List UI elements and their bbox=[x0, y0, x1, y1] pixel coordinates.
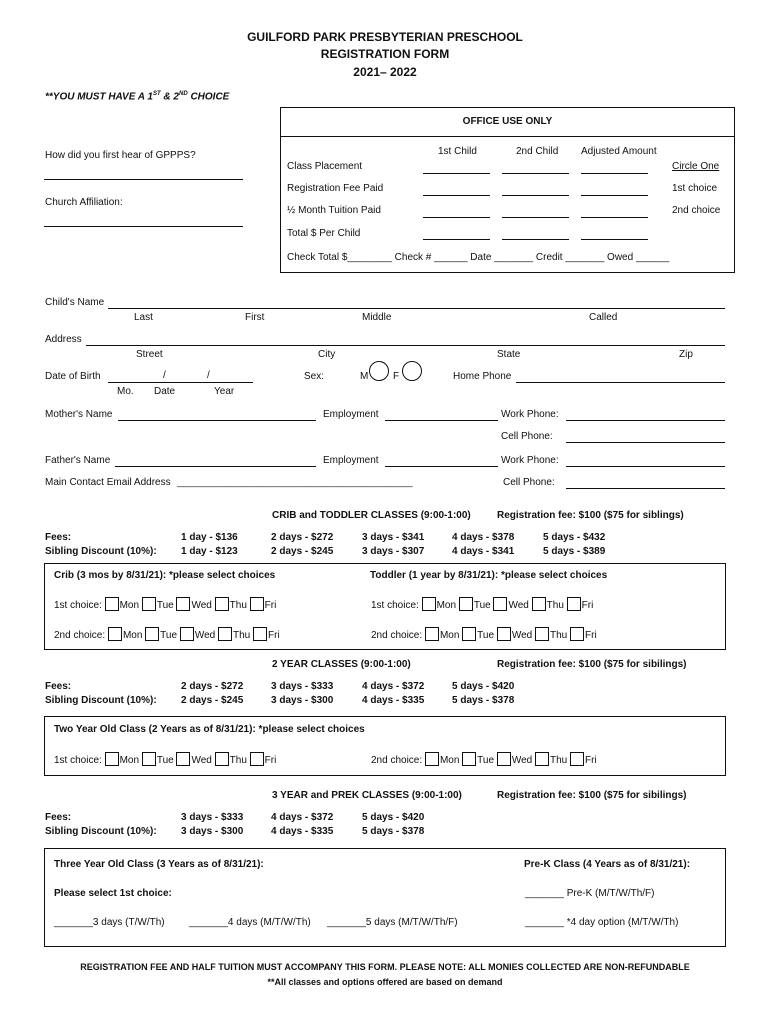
email-cell-phone-label: Cell Phone: bbox=[503, 477, 555, 488]
father-name-label: Father's Name bbox=[45, 455, 111, 466]
office-blank[interactable] bbox=[581, 173, 648, 174]
prek-option-1[interactable]: _______ Pre-K (M/T/W/Th/F) bbox=[525, 888, 655, 899]
sub-first: First bbox=[245, 312, 265, 323]
crib-sibling-fee: 2 days - $245 bbox=[271, 546, 334, 557]
mother-name-line[interactable] bbox=[118, 420, 316, 421]
office-blank[interactable] bbox=[502, 217, 569, 218]
three-year-option-5days[interactable]: _______5 days (M/T/W/Th/F) bbox=[327, 917, 458, 928]
sub-last: Last bbox=[134, 312, 153, 323]
mother-work-phone-line[interactable] bbox=[566, 420, 725, 421]
office-row-class: Class Placement bbox=[287, 161, 363, 172]
crib-fee: 5 days - $432 bbox=[543, 532, 606, 543]
crib-fee: 2 days - $272 bbox=[271, 532, 334, 543]
office-blank[interactable] bbox=[423, 239, 490, 240]
choice-note: **YOU MUST HAVE A 1ST & 2ND CHOICE bbox=[45, 91, 230, 103]
two-year-heading: 2 YEAR CLASSES (9:00-1:00) bbox=[272, 659, 411, 670]
form-title: REGISTRATION FORM bbox=[320, 47, 450, 61]
office-blank[interactable] bbox=[502, 173, 569, 174]
two-2nd-fri-checkbox[interactable] bbox=[570, 752, 584, 766]
father-work-phone-label: Work Phone: bbox=[501, 455, 559, 466]
crib-first-choice: 1st choice: Mon Tue Wed Thu Fri bbox=[54, 597, 276, 611]
office-col-1st: 1st Child bbox=[438, 146, 477, 157]
mother-cell-phone-label: Cell Phone: bbox=[501, 431, 553, 442]
two-year-sibling-fee: 3 days - $300 bbox=[271, 695, 334, 706]
sex-m-circle[interactable] bbox=[369, 361, 389, 381]
sub-state: State bbox=[497, 349, 521, 360]
two-year-fee: 4 days - $372 bbox=[362, 681, 425, 692]
office-blank[interactable] bbox=[502, 195, 569, 196]
toddler-2nd-mon-checkbox[interactable] bbox=[425, 627, 439, 641]
sex-label: Sex: bbox=[304, 371, 325, 382]
sub-date: Date bbox=[154, 386, 176, 397]
office-blank[interactable] bbox=[502, 239, 569, 240]
office-blank[interactable] bbox=[423, 217, 490, 218]
school-name: GUILFORD PARK PRESBYTERIAN PRESCHOOL bbox=[247, 30, 523, 44]
three-year-option-4days[interactable]: _______4 days (M/T/W/Th) bbox=[189, 917, 311, 928]
two-year-fees-label: Fees: bbox=[45, 681, 72, 692]
email-cell-phone-line[interactable] bbox=[566, 488, 725, 489]
three-year-sibling-fee: 4 days - $335 bbox=[271, 826, 334, 837]
crib-fees-label: Fees: bbox=[45, 532, 72, 543]
father-employment-line[interactable] bbox=[385, 466, 498, 467]
toddler-second-choice: 2nd choice: Mon Tue Wed Thu Fri bbox=[371, 627, 597, 641]
office-col-adjusted: Adjusted Amount bbox=[581, 146, 657, 157]
email-label: Main Contact Email Address bbox=[45, 477, 171, 488]
toddler-box-title: Toddler (1 year by 8/31/21): *please select choices bbox=[370, 570, 608, 581]
three-year-heading: 3 YEAR and PREK CLASSES (9:00-1:00) bbox=[272, 790, 462, 801]
three-year-box-title: Three Year Old Class (3 Years as of 8/31/21): bbox=[54, 859, 264, 870]
crib-box-title: Crib (3 mos by 8/31/21): *please select choices bbox=[54, 570, 276, 581]
two-1st-wed-checkbox[interactable] bbox=[176, 752, 190, 766]
dob-slash-2: / bbox=[207, 370, 210, 381]
two-year-second-choice: 2nd choice: Mon Tue Wed Thu Fri bbox=[371, 752, 597, 766]
crib-reg-fee: Registration fee: $100 ($75 for siblings) bbox=[497, 510, 684, 521]
mother-employment-label: Employment bbox=[323, 409, 379, 420]
dob-slash-1: / bbox=[163, 370, 166, 381]
prek-option-2[interactable]: _______ *4 day option (M/T/W/Th) bbox=[525, 917, 679, 928]
three-year-fee: 3 days - $333 bbox=[181, 812, 244, 823]
crib-sibling-fee: 3 days - $307 bbox=[362, 546, 425, 557]
sub-zip: Zip bbox=[679, 349, 693, 360]
office-row-regfee: Registration Fee Paid bbox=[287, 183, 384, 194]
toddler-first-choice: 1st choice: Mon Tue Wed Thu Fri bbox=[371, 597, 593, 611]
two-year-fee: 5 days - $420 bbox=[452, 681, 515, 692]
sub-called: Called bbox=[589, 312, 618, 323]
three-year-sibling-fee: 5 days - $378 bbox=[362, 826, 425, 837]
two-year-box-title: Two Year Old Class (2 Years as of 8/31/21): *please select choices bbox=[54, 724, 365, 735]
three-year-fee: 4 days - $372 bbox=[271, 812, 334, 823]
church-line[interactable] bbox=[44, 226, 243, 227]
office-second-choice[interactable]: 2nd choice bbox=[672, 205, 721, 216]
mother-work-phone-label: Work Phone: bbox=[501, 409, 559, 420]
sub-mo: Mo. bbox=[117, 386, 134, 397]
two-1st-thu-checkbox[interactable] bbox=[215, 752, 229, 766]
two-1st-tue-checkbox[interactable] bbox=[142, 752, 156, 766]
three-year-option-3days[interactable]: _______3 days (T/W/Th) bbox=[54, 917, 165, 928]
crib-1st-mon-checkbox[interactable] bbox=[105, 597, 119, 611]
crib-fee: 4 days - $378 bbox=[452, 532, 515, 543]
sub-middle: Middle bbox=[362, 312, 392, 323]
circle-one-label: Circle One bbox=[672, 161, 720, 172]
father-work-phone-line[interactable] bbox=[566, 466, 725, 467]
dob-line[interactable] bbox=[108, 382, 253, 383]
hear-line[interactable] bbox=[44, 179, 243, 180]
sub-street: Street bbox=[136, 349, 163, 360]
toddler-1st-thu-checkbox[interactable] bbox=[532, 597, 546, 611]
toddler-2nd-wed-checkbox[interactable] bbox=[497, 627, 511, 641]
sub-year: Year bbox=[214, 386, 235, 397]
office-blank[interactable] bbox=[423, 195, 490, 196]
office-col-2nd: 2nd Child bbox=[516, 146, 559, 157]
three-year-fee: 5 days - $420 bbox=[362, 812, 425, 823]
office-blank[interactable] bbox=[581, 239, 648, 240]
dob-label: Date of Birth bbox=[45, 371, 101, 382]
two-2nd-mon-checkbox[interactable] bbox=[425, 752, 439, 766]
crib-2nd-tue-checkbox[interactable] bbox=[145, 627, 159, 641]
sex-f-circle[interactable] bbox=[402, 361, 422, 381]
toddler-1st-tue-checkbox[interactable] bbox=[459, 597, 473, 611]
child-name-line[interactable] bbox=[108, 308, 725, 309]
toddler-2nd-thu-checkbox[interactable] bbox=[535, 627, 549, 641]
office-blank[interactable] bbox=[581, 217, 648, 218]
two-year-reg-fee: Registration fee: $100 ($75 for sibilings) bbox=[497, 659, 687, 670]
two-year-fee: 3 days - $333 bbox=[271, 681, 334, 692]
crib-sibling-label: Sibling Discount (10%): bbox=[45, 546, 157, 557]
crib-1st-tue-checkbox[interactable] bbox=[142, 597, 156, 611]
office-blank[interactable] bbox=[423, 173, 490, 174]
toddler-2nd-tue-checkbox[interactable] bbox=[462, 627, 476, 641]
two-year-sibling-fee: 4 days - $335 bbox=[362, 695, 425, 706]
footer-note: REGISTRATION FEE AND HALF TUITION MUST ACCOMPANY THIS FORM. PLEASE NOTE: ALL MONIES COLLECTED ARE NON-REFUNDABLE bbox=[80, 962, 690, 972]
three-year-reg-fee: Registration fee: $100 ($75 for sibilings) bbox=[497, 790, 687, 801]
school-year: 2021– 2022 bbox=[353, 65, 417, 79]
crib-2nd-wed-checkbox[interactable] bbox=[180, 627, 194, 641]
three-year-sibling-fee: 3 days - $300 bbox=[181, 826, 244, 837]
three-year-fees-label: Fees: bbox=[45, 812, 72, 823]
crib-sibling-fee: 1 day - $123 bbox=[181, 546, 238, 557]
mother-name-label: Mother's Name bbox=[45, 409, 113, 420]
email-line[interactable]: __________________________________________________ bbox=[177, 477, 413, 487]
toddler-1st-wed-checkbox[interactable] bbox=[493, 597, 507, 611]
crib-1st-fri-checkbox[interactable] bbox=[250, 597, 264, 611]
three-year-sibling-label: Sibling Discount (10%): bbox=[45, 826, 157, 837]
mother-employment-line[interactable] bbox=[385, 420, 498, 421]
address-line[interactable] bbox=[86, 345, 725, 346]
address-label: Address bbox=[45, 334, 82, 345]
toddler-1st-mon-checkbox[interactable] bbox=[422, 597, 436, 611]
two-year-fee: 2 days - $272 bbox=[181, 681, 244, 692]
crib-2nd-fri-checkbox[interactable] bbox=[253, 627, 267, 641]
two-2nd-tue-checkbox[interactable] bbox=[462, 752, 476, 766]
office-blank[interactable] bbox=[581, 195, 648, 196]
crib-heading: CRIB and TODDLER CLASSES (9:00-1:00) bbox=[272, 510, 471, 521]
two-1st-fri-checkbox[interactable] bbox=[250, 752, 264, 766]
father-employment-label: Employment bbox=[323, 455, 379, 466]
crib-fee: 1 day - $136 bbox=[181, 532, 238, 543]
crib-fee: 3 days - $341 bbox=[362, 532, 425, 543]
church-label: Church Affiliation: bbox=[45, 197, 123, 208]
father-name-line[interactable] bbox=[115, 466, 316, 467]
two-year-first-choice: 1st choice: Mon Tue Wed Thu Fri bbox=[54, 752, 276, 766]
toddler-2nd-fri-checkbox[interactable] bbox=[570, 627, 584, 641]
office-row-total: Total $ Per Child bbox=[287, 228, 361, 239]
sex-f-label: F bbox=[393, 371, 400, 382]
office-first-choice[interactable]: 1st choice bbox=[672, 183, 718, 194]
check-total-line[interactable]: Check Total $________ Check # ______ Date _______ Credit _______ Owed ______ bbox=[287, 252, 670, 263]
two-year-sibling-fee: 2 days - $245 bbox=[181, 695, 244, 706]
two-year-sibling-label: Sibling Discount (10%): bbox=[45, 695, 157, 706]
crib-sibling-fee: 4 days - $341 bbox=[452, 546, 515, 557]
two-2nd-wed-checkbox[interactable] bbox=[497, 752, 511, 766]
select-first-choice: Please select 1st choice: bbox=[54, 888, 172, 899]
crib-2nd-mon-checkbox[interactable] bbox=[108, 627, 122, 641]
sub-city: City bbox=[318, 349, 336, 360]
sex-m-label: M bbox=[360, 371, 369, 382]
hear-label: How did you first hear of GPPPS? bbox=[45, 150, 196, 161]
footer-demand-note: **All classes and options offered are based on demand bbox=[267, 977, 503, 987]
crib-1st-wed-checkbox[interactable] bbox=[176, 597, 190, 611]
toddler-1st-fri-checkbox[interactable] bbox=[567, 597, 581, 611]
two-1st-mon-checkbox[interactable] bbox=[105, 752, 119, 766]
crib-1st-thu-checkbox[interactable] bbox=[215, 597, 229, 611]
crib-second-choice: 2nd choice: Mon Tue Wed Thu Fri bbox=[54, 627, 280, 641]
crib-2nd-thu-checkbox[interactable] bbox=[218, 627, 232, 641]
child-name-label: Child's Name bbox=[45, 297, 105, 308]
home-phone-label: Home Phone bbox=[453, 371, 512, 382]
mother-cell-phone-line[interactable] bbox=[566, 442, 725, 443]
crib-sibling-fee: 5 days - $389 bbox=[543, 546, 606, 557]
prek-box-title: Pre-K Class (4 Years as of 8/31/21): bbox=[524, 859, 691, 870]
office-title: OFFICE USE ONLY bbox=[462, 116, 553, 127]
two-year-sibling-fee: 5 days - $378 bbox=[452, 695, 515, 706]
office-row-tuition: ½ Month Tuition Paid bbox=[287, 205, 381, 216]
two-2nd-thu-checkbox[interactable] bbox=[535, 752, 549, 766]
home-phone-line[interactable] bbox=[516, 382, 725, 383]
